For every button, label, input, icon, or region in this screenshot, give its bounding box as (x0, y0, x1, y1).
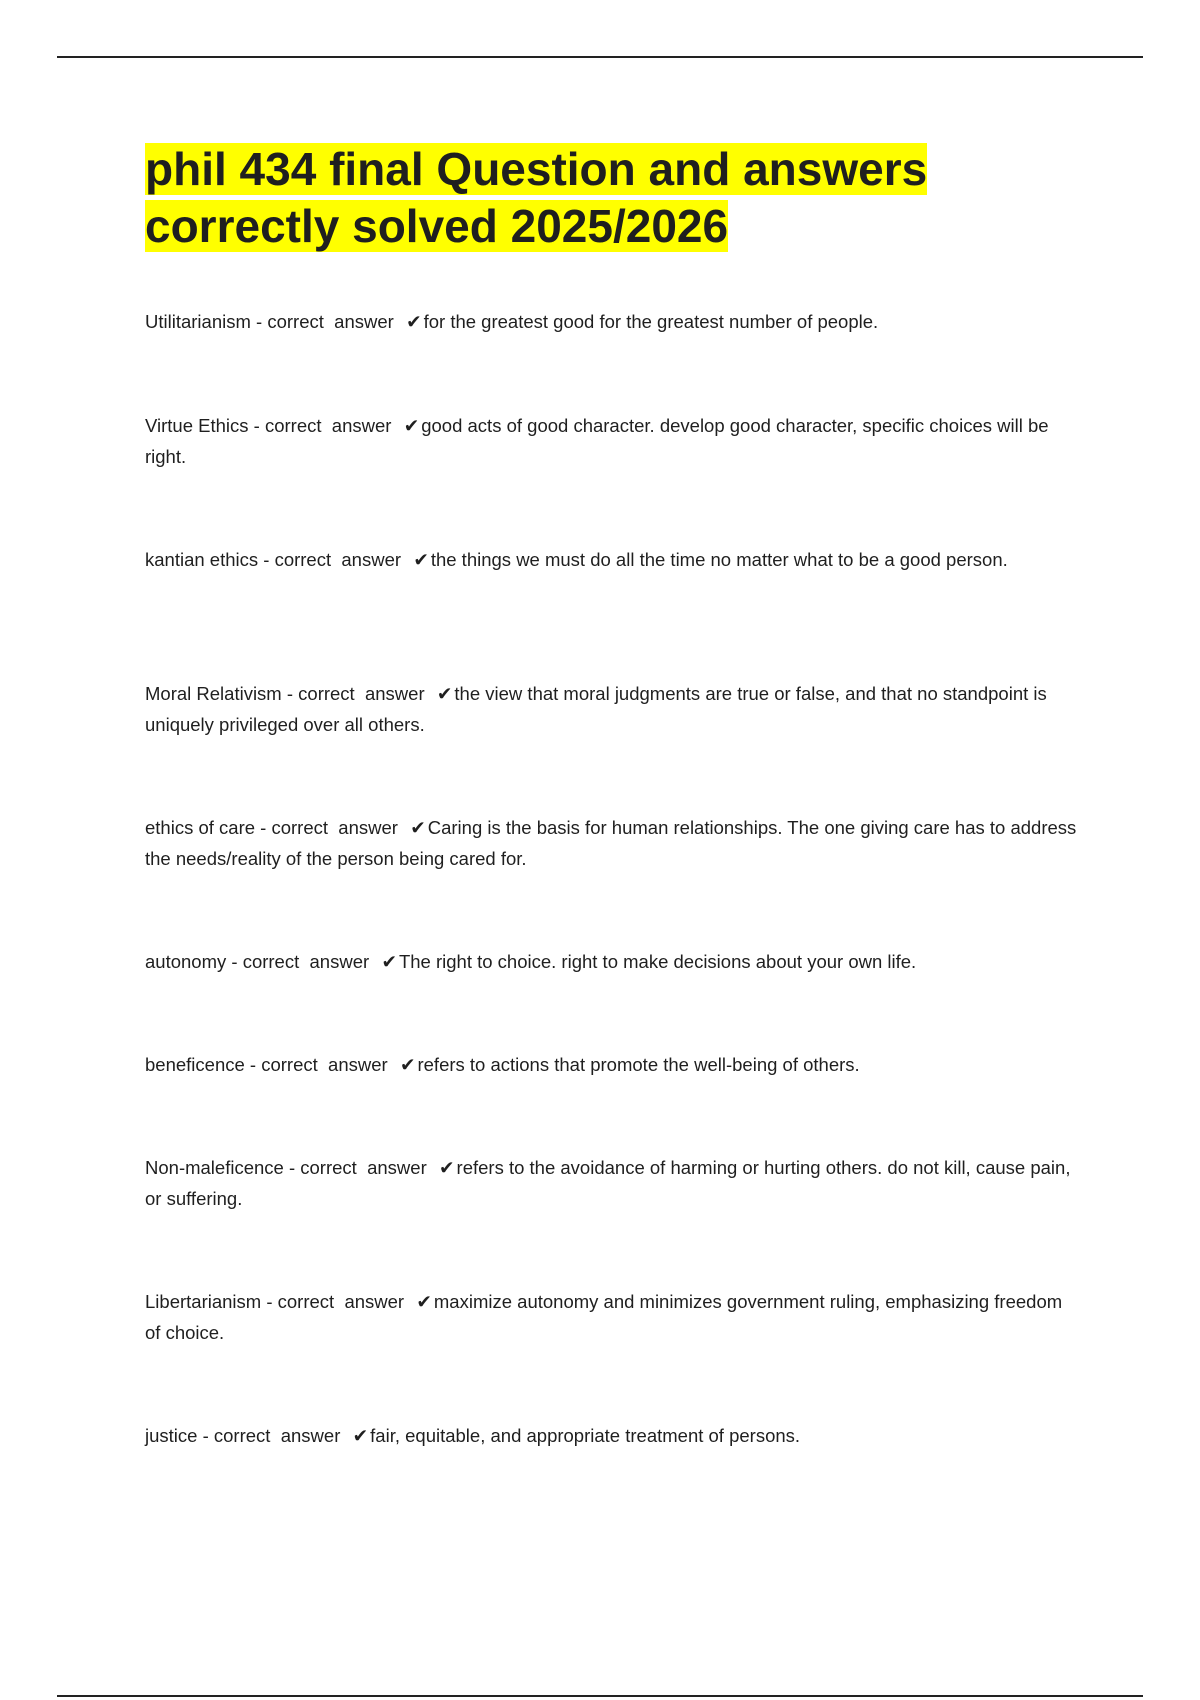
qa-term: justice (145, 1425, 198, 1446)
qa-term: Utilitarianism (145, 311, 251, 332)
qa-term: ethics of care (145, 817, 256, 838)
checkmark-icon: ✔ (399, 1054, 416, 1075)
qa-separator: - correct answer (226, 951, 380, 972)
qa-answer: the view that moral judgments are true or false, and that no standpoint is uniquely privileged over all others. (145, 683, 1047, 735)
qa-term: beneficence (145, 1054, 245, 1075)
checkmark-icon: ✔ (381, 951, 397, 972)
qa-separator: - correct answer (283, 1157, 438, 1178)
qa-term: Moral Relativism (145, 683, 282, 704)
title-highlight: phil 434 final Question and answers correctly solved 2025/2026 (145, 143, 928, 252)
qa-separator: - correct answer (197, 1425, 351, 1446)
qa-answer: The right to choice. right to make decisions about your own life. (398, 951, 917, 972)
checkmark-icon: ✔ (403, 415, 420, 436)
qa-entry (145, 410, 1080, 472)
qa-separator: - correct answer (258, 549, 412, 570)
qa-term: autonomy (145, 951, 227, 972)
qa-separator: - correct answer (250, 311, 405, 332)
qa-term: kantian ethics (145, 549, 259, 570)
qa-answer: fair, equitable, and appropriate treatment of persons. (370, 1425, 801, 1446)
qa-answer: good acts of good character. develop good character, specific choices will be right. (145, 415, 1049, 467)
checkmark-icon: ✔ (439, 1157, 455, 1178)
qa-answer: refers to actions that promote the well-being of others. (417, 1054, 860, 1075)
qa-entry (145, 1152, 1080, 1214)
qa-separator: - correct answer (261, 1291, 415, 1312)
checkmark-icon: ✔ (436, 683, 453, 704)
qa-term: Libertarianism (145, 1291, 262, 1312)
qa-entry (145, 1286, 1080, 1348)
page-title (145, 141, 1085, 255)
checkmark-icon: ✔ (416, 1291, 432, 1312)
qa-separator: - correct answer (255, 817, 409, 838)
qa-separator: - correct answer (248, 415, 402, 436)
qa-entry (145, 1420, 1080, 1451)
bottom-divider (57, 1695, 1143, 1697)
qa-entry (145, 544, 1080, 575)
qa-answer: maximize autonomy and minimizes government ruling, emphasizing freedom of choice. (145, 1291, 1063, 1343)
qa-separator: - correct answer (244, 1054, 398, 1075)
qa-entry (145, 678, 1080, 740)
qa-answer: for the greatest good for the greatest number of people. (423, 311, 879, 332)
qa-entry (145, 812, 1080, 874)
qa-entry (145, 1049, 1080, 1080)
qa-answer: Caring is the basis for human relationships. The one giving care has to address the needs/reality of the person being cared for. (145, 817, 1077, 869)
checkmark-icon: ✔ (413, 549, 429, 570)
qa-entry (145, 306, 1080, 337)
checkmark-icon: ✔ (406, 311, 422, 332)
qa-term: Non-maleficence (145, 1157, 284, 1178)
qa-separator: - correct answer (281, 683, 435, 704)
qa-entry (145, 946, 1080, 977)
checkmark-icon: ✔ (410, 817, 426, 838)
top-divider (57, 56, 1143, 58)
checkmark-icon: ✔ (352, 1425, 369, 1446)
qa-answer: the things we must do all the time no matter what to be a good person. (430, 549, 1008, 570)
qa-answer: refers to the avoidance of harming or hurting others. do not kill, cause pain, or suffering. (145, 1157, 1071, 1209)
qa-term: Virtue Ethics (145, 415, 249, 436)
